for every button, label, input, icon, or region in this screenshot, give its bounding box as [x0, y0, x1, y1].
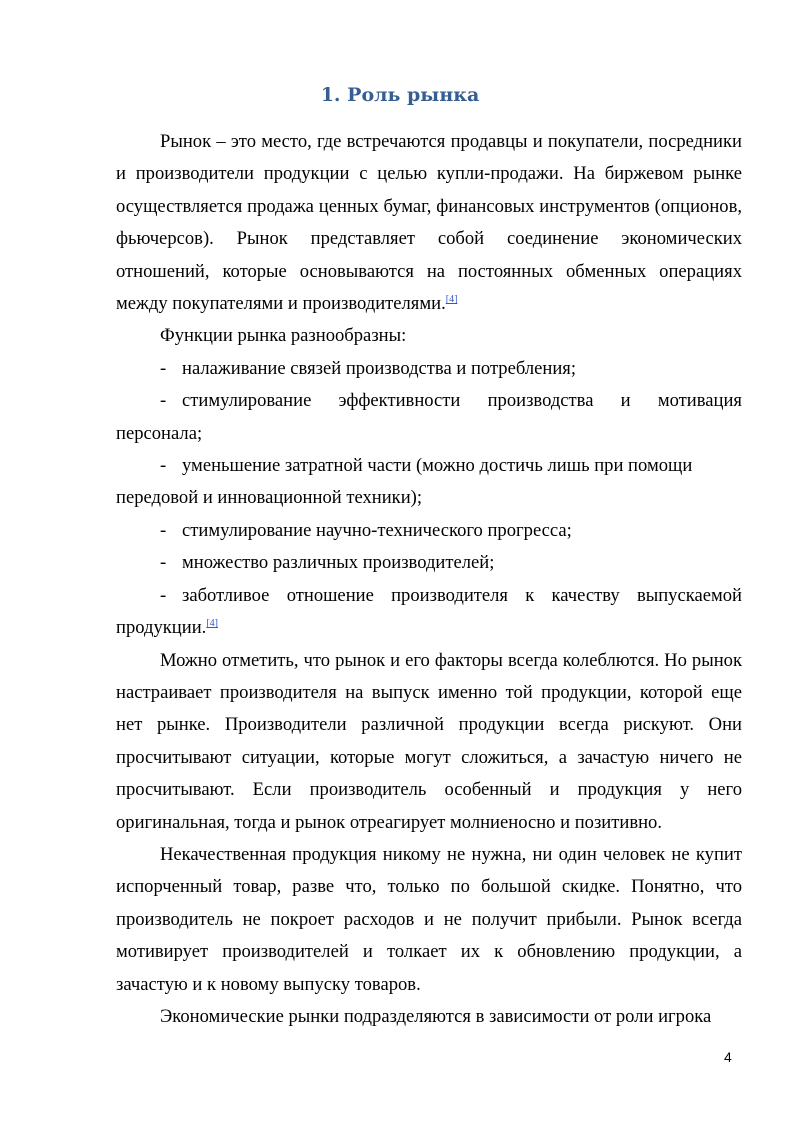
dash-bullet: - — [160, 455, 167, 477]
list-item-text: стимулирование эффективности производства и мотивация персонала; — [116, 390, 742, 444]
paragraph-functions-intro: Функции рынка разнообразны: — [160, 325, 407, 347]
list-item-text: уменьшение затратной части (можно достичь лишь при помощи передовой и инновационной техники); — [116, 455, 693, 509]
dash-bullet: - — [160, 357, 167, 379]
dash-bullet: - — [160, 552, 167, 574]
paragraph-market-definition — [116, 126, 742, 320]
paragraph-text: Рынок – это место, где встречаются продавцы и покупатели, посредники и производители продукции с целью купли-продажи. На биржевом рынке осуществляется продажа ценных бумаг, финансовых инструментов (опционов, фьючерсов). Рынок представляет собой соединение экономических отношений, которые основываются на постоянных обменных операциях между покупателями и производителями. — [116, 131, 742, 315]
list-item — [116, 450, 742, 515]
page-title: 1. Роль рынка — [320, 84, 480, 106]
list-item-text: заботливое отношение производителя к качеству выпускаемой продукции. — [116, 584, 742, 639]
list-item — [116, 353, 742, 385]
list-item — [116, 515, 742, 547]
footnote-link[interactable]: [4] — [206, 617, 218, 629]
list-item-text: множество различных производителей; — [182, 552, 495, 574]
footnote-link[interactable]: [4] — [445, 293, 458, 305]
document-body — [116, 126, 742, 1033]
list-item-text: налаживание связей производства и потребления; — [182, 357, 576, 379]
dash-bullet: - — [160, 584, 167, 606]
list-item-text: стимулирование научно-технического прогресса; — [182, 519, 572, 541]
dash-bullet: - — [160, 519, 167, 541]
list-item — [116, 547, 742, 579]
dash-bullet: - — [160, 390, 167, 412]
list-item — [116, 580, 742, 645]
paragraph-quality: Некачественная продукция никому не нужна, ни один человек не купит испорченный товар, разве что, только по большой скидке. Понятно, что производитель не покроет расходов и не получит прибыли. Рынок всегда мотивирует производителей и толкает их к обновлению продукции, а зачастую и к новому выпуску товаров. — [116, 843, 742, 995]
list-item — [116, 385, 742, 450]
paragraph-market-types: Экономические рынки подразделяются в зависимости от роли игрока — [160, 1005, 712, 1027]
paragraph-market-fluctuation: Можно отметить, что рынок и его факторы всегда колеблются. Но рынок настраивает производителя на выпуск именно той продукции, которой еще нет рынке. Производители различной продукции всегда рискуют. Они просчитывают ситуации, которые могут сложиться, а зачастую ничего не просчитывают. Если производитель особенный и продукция у него оригинальная, тогда и рынок отреагирует молниеносно и позитивно. — [116, 649, 742, 833]
page-number: 4 — [724, 1049, 732, 1065]
